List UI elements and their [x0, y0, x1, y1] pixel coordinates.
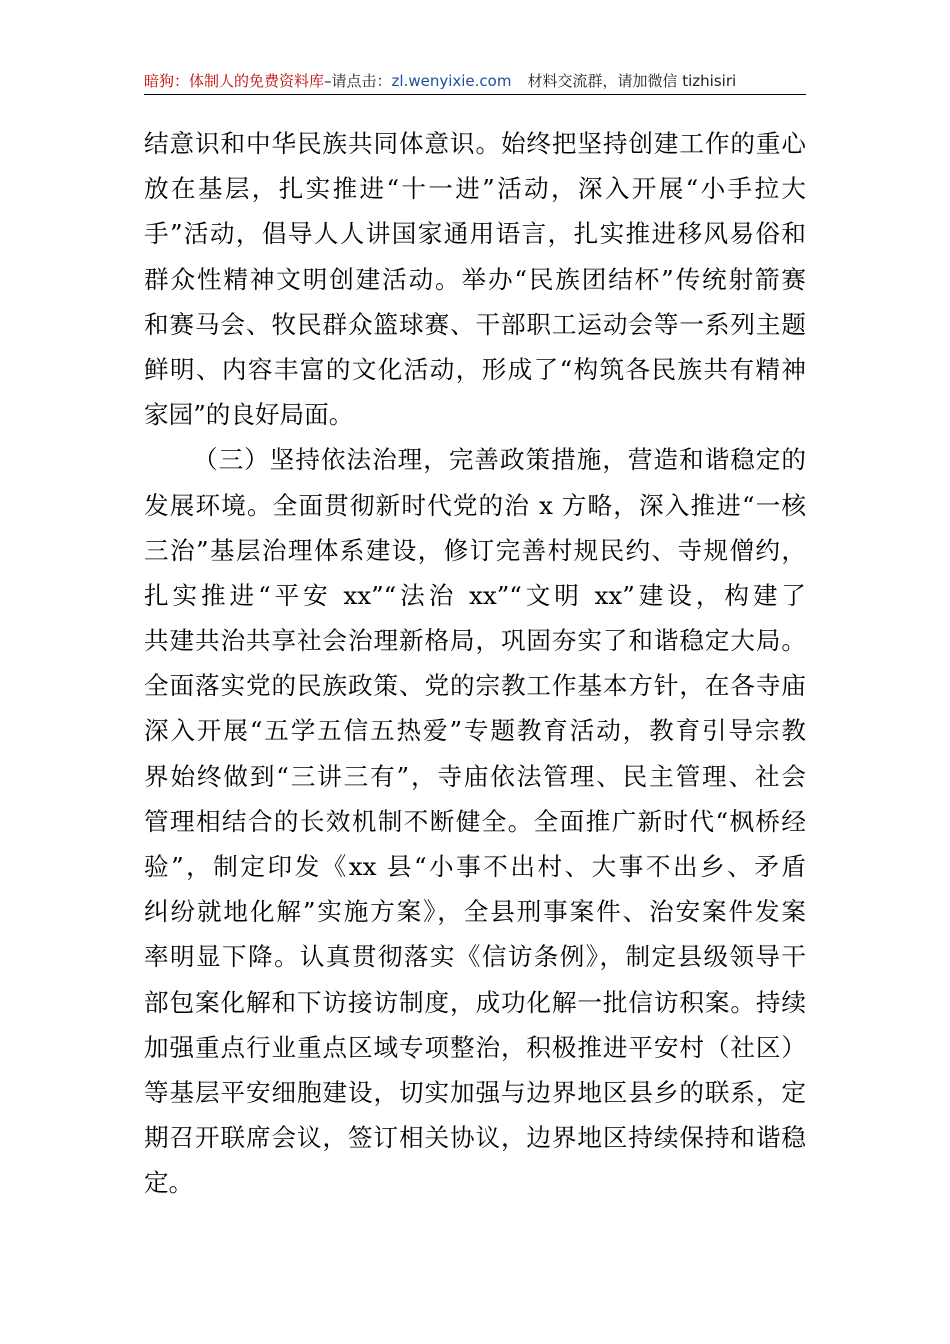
text-line: 群众性精神文明创建活动。举办“民族团结杯”传统射箭赛	[144, 264, 806, 294]
document-body	[144, 121, 806, 1206]
text-line: 部包案化解和下访接访制度，成功化解一批信访积案。持续	[144, 987, 806, 1017]
text-line: 率明显下降。认真贯彻落实《信访条例》，制定县级领导干	[144, 942, 806, 972]
text-line: 扎实推进“平安 xx”“法治 xx”“文明 xx”建设，构建了	[144, 580, 806, 610]
header-click-prompt: –请点击：	[324, 72, 392, 90]
header-wechat-note: 材料交流群，请加微信 tizhisiri	[527, 72, 737, 90]
text-line: 共建共治共享社会治理新格局，巩固夯实了和谐稳定大局。	[144, 626, 806, 656]
text-line: 期召开联席会议，签订相关协议，边界地区持续保持和谐稳	[144, 1123, 806, 1153]
text-line: 界始终做到“三讲三有”，寺庙依法管理、民主管理、社会	[144, 761, 806, 791]
text-line: 全面落实党的民族政策、党的宗教工作基本方针，在各寺庙	[144, 671, 806, 701]
text-line: 家园”的良好局面。	[144, 400, 354, 430]
header-site-name: 暗狗：体制人的免费资料库	[144, 72, 325, 90]
paragraph-1	[144, 121, 806, 437]
text-line: 三治”基层治理体系建设，修订完善村规民约、寺规僧约，	[144, 535, 806, 565]
text-line: 纠纷就地化解”实施方案》，全县刑事案件、治安案件发案	[144, 897, 806, 927]
page-header	[144, 68, 806, 95]
text-line: 结意识和中华民族共同体意识。始终把坚持创建工作的重心	[144, 129, 806, 158]
text-line: 等基层平安细胞建设，切实加强与边界地区县乡的联系，定	[144, 1077, 806, 1107]
header-url-link[interactable]: zl.wenyixie.com	[391, 72, 512, 90]
text-line: 和赛马会、牧民群众篮球赛、干部职工运动会等一系列主题	[144, 309, 806, 339]
paragraph-2	[144, 437, 806, 1205]
text-line: 手”活动，倡导人人讲国家通用语言，扎实推进移风易俗和	[144, 219, 806, 249]
text-line: 发展环境。全面贯彻新时代党的治 x 方略，深入推进“一核	[144, 490, 806, 520]
text-line: 定。	[144, 1168, 194, 1198]
text-line: 加强重点行业重点区域专项整治，积极推进平安村（社区）	[144, 1032, 806, 1062]
section-heading-line: （三）坚持依法治理，完善政策措施，营造和谐稳定的	[193, 445, 806, 475]
text-line: 深入开展“五学五信五热爱”专题教育活动，教育引导宗教	[144, 716, 806, 746]
text-line: 管理相结合的长效机制不断健全。全面推广新时代“枫桥经	[144, 806, 806, 836]
text-line: 放在基层，扎实推进“十一进”活动，深入开展“小手拉大	[144, 174, 806, 204]
text-line: 验”，制定印发《xx 县“小事不出村、大事不出乡、矛盾	[144, 852, 806, 881]
text-line: 鲜明、内容丰富的文化活动，形成了“构筑各民族共有精神	[144, 354, 806, 384]
